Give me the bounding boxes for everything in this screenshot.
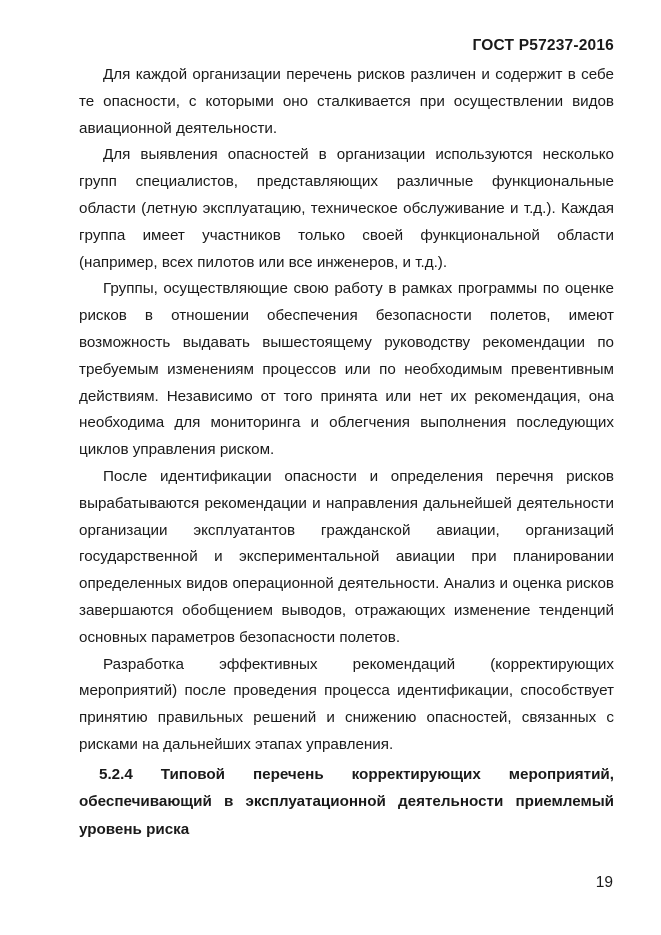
document-code-header: ГОСТ Р57237-2016	[472, 37, 614, 54]
paragraph-after-identification: После идентификации опасности и определения перечня рисков вырабатываются рекомендации и направления дальнейшей деятельности организации эксплуатантов гражданской авиации, организаций государственной и экспериментальной авиации при планировании определенных видов операционной деятельности. Анализ и оценка рисков завершаются обобщением выводов, отражающих изменение тенденций основных параметров безопасности полетов.	[79, 467, 614, 646]
page-number: 19	[595, 874, 613, 891]
section-heading-5-2-4: 5.2.4 Типовой перечень корректирующих мероприятий, обеспечивающий в эксплуатационной деятельности приемлемый уровень риска	[79, 765, 614, 838]
paragraph-group-recommendations: Группы, осуществляющие свою работу в рамках программы по оценке рисков в отношении обеспечения безопасности полетов, имеют возможность выдавать вышестоящему руководству рекомендации по требуемым изменениям процессов или по необходимым превентивным действиям. Независимо от того принята или нет их рекомендация, она необходима для мониторинга и облегчения выполнения последующих циклов управления риском.	[79, 280, 614, 459]
paragraph-risk-list: Для каждой организации перечень рисков различен и содержит в себе те опасности, с которыми оно сталкивается при осуществлении видов авиационной деятельности.	[79, 66, 614, 137]
document-body	[79, 62, 614, 843]
paragraph-specialist-groups: Для выявления опасностей в организации используются несколько групп специалистов, представляющих различные функциональные области (летную эксплуатацию, техническое обслуживание и т.д.). Каждая группа имеет участников только своей функциональной области (например, всех пилотов или все инженеров, и т.д.).	[79, 146, 614, 271]
paragraph-effective-recommendations: Разработка эффективных рекомендаций (корректирующих мероприятий) после проведения процесса идентификации, способствует принятию правильных решений и снижению опасностей, связанных с рисками на дальнейших этапах управления.	[79, 655, 614, 753]
